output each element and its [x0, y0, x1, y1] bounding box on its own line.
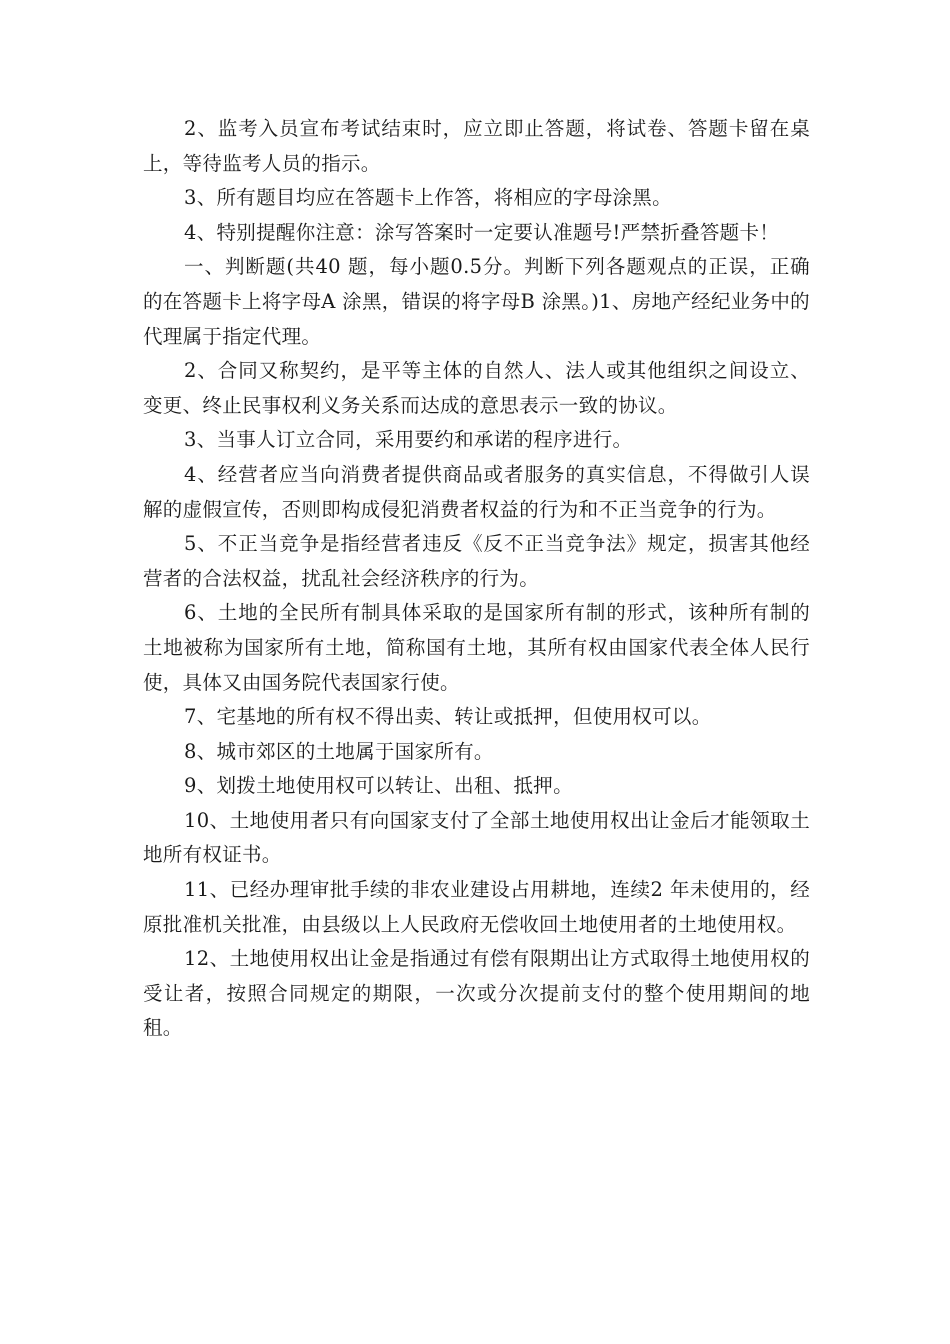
section-heading-paragraph: 一、判断题(共40 题，每小题0.5分。判断下列各题观点的正误，正确的在答题卡上将字母A 涂黑，错误的将字母B 涂黑。)1、房地产经纪业务中的代理属于指定代理。 — [143, 255, 810, 348]
document-body — [143, 112, 810, 1046]
paragraph: 8、城市郊区的土地属于国家所有。 — [184, 739, 494, 763]
paragraph: 5、不正当竞争是指经营者违反《反不正当竞争法》规定，损害其他经营者的合法权益，扰乱社会经济秩序的行为。 — [143, 532, 810, 590]
paragraph: 9、划拨土地使用权可以转让、出租、抵押。 — [184, 774, 573, 798]
paragraph: 2、合同又称契约，是平等主体的自然人、法人或其他组织之间设立、变更、终止民事权利义务关系而达成的意思表示一致的协议。 — [143, 359, 810, 417]
paragraph: 7、宅基地的所有权不得出卖、转让或抵押，但使用权可以。 — [184, 705, 712, 729]
paragraph: 10、土地使用者只有向国家支付了全部土地使用权出让金后才能领取土地所有权证书。 — [143, 808, 810, 867]
paragraph: 12、土地使用权出让金是指通过有偿有限期出让方式取得土地使用权的受让者，按照合同规定的期限，一次或分次提前支付的整个使用期间的地租。 — [143, 947, 810, 1040]
paragraph: 4、特别提醒你注意：涂写答案时一定要认准题号!严禁折叠答题卡！ — [184, 220, 780, 244]
paragraph: 3、所有题目均应在答题卡上作答，将相应的字母涂黑。 — [184, 186, 672, 210]
paragraph: 11、已经办理审批手续的非农业建设占用耕地，连续2 年未使用的，经原批准机关批准，由县级以上人民政府无偿收回土地使用者的土地使用权。 — [143, 878, 810, 936]
paragraph: 3、当事人订立合同，采用要约和承诺的程序进行。 — [184, 428, 633, 452]
paragraph: 6、土地的全民所有制具体采取的是国家所有制的形式，该种所有制的土地被称为国家所有土地，简称国有土地，其所有权由国家代表全体人民行使，具体又由国务院代表国家行使。 — [143, 601, 810, 694]
paragraph: 4、经营者应当向消费者提供商品或者服务的真实信息，不得做引人误解的虚假宣传，否则即构成侵犯消费者权益的行为和不正当竞争的行为。 — [143, 462, 810, 521]
paragraph: 2、监考入员宣布考试结束时，应立即止答题，将试卷、答题卡留在桌上，等待监考人员的指示。 — [143, 117, 810, 175]
